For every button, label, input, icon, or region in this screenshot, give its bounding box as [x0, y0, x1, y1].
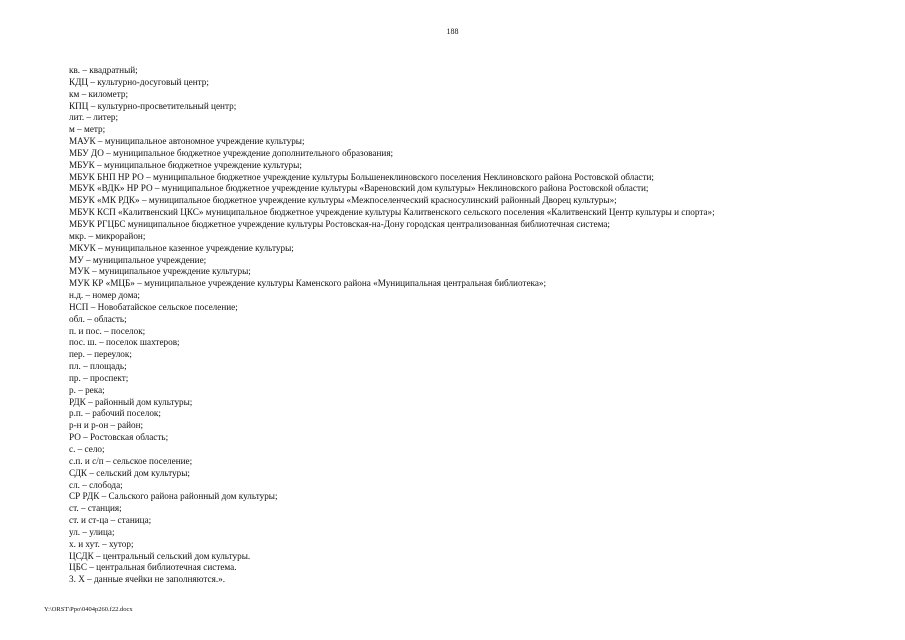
- abbreviation-line: МБУК КСП «Калитвенский ЦКС» муниципальное бюджетное учреждение культуры Калитвенского сельского поселения «Калитвенский Центр культуры и спорта»;: [69, 207, 715, 218]
- abbreviation-line: пер. – переулок;: [69, 349, 132, 360]
- abbreviation-line: сл. – слобода;: [69, 479, 123, 490]
- abbreviation-line: км – километр;: [69, 88, 129, 99]
- abbreviation-line: мкр. – микрорайон;: [69, 230, 146, 241]
- abbreviation-line: МУК – муниципальное учреждение культуры;: [69, 266, 251, 277]
- abbreviation-line: РО – Ростовская область;: [69, 432, 169, 443]
- abbreviation-line: МКУК – муниципальное казенное учреждение культуры;: [69, 242, 294, 253]
- abbreviation-line: 3. Х – данные ячейки не заполняются.».: [69, 574, 226, 585]
- abbreviation-line: МБУК – муниципальное бюджетное учреждение культуры;: [69, 159, 302, 170]
- abbreviation-line: обл. – область;: [69, 313, 127, 324]
- abbreviation-line: СР РДК – Сальского района районный дом культуры;: [69, 491, 278, 502]
- abbreviation-line: ЦБС – центральная библиотечная система.: [69, 562, 237, 573]
- abbreviation-line: пос. ш. – поселок шахтеров;: [69, 337, 180, 348]
- abbreviation-line: МБУК БНП НР РО – муниципальное бюджетное учреждение культуры Большенеклиновского поселения Неклиновского района Ростовской области;: [69, 171, 654, 182]
- abbreviation-line: КДЦ – культурно-досуговый центр;: [69, 76, 209, 87]
- abbreviation-line: ЦСДК – центральный сельский дом культуры.: [69, 550, 251, 561]
- abbreviation-line: МУК КР «МЦБ» – муниципальное учреждение культуры Каменского района «Муниципальная центральная библиотека»;: [69, 278, 547, 289]
- abbreviation-line: пл. – площадь;: [69, 361, 127, 372]
- abbreviation-list: [69, 65, 889, 586]
- footer-file-path: Y:\ORST\Ppo\0404p260.f22.docx: [44, 606, 133, 613]
- abbreviation-line: п. и пос. – поселок;: [69, 325, 146, 336]
- abbreviation-line: МБУК «ВДК» НР РО – муниципальное бюджетное учреждение культуры «Вареновский дом культуры» Неклиновского района Ростовской области;: [69, 183, 649, 194]
- abbreviation-line: КПЦ – культурно-просветительный центр;: [69, 100, 237, 111]
- abbreviation-line: НСП – Новобатайское сельское поселение;: [69, 301, 238, 312]
- abbreviation-line: м – метр;: [69, 124, 106, 135]
- abbreviation-line: ул. – улица;: [69, 526, 115, 537]
- abbreviation-line: ст. и ст-ца – станица;: [69, 515, 152, 526]
- abbreviation-line: СДК – сельский дом культуры;: [69, 467, 190, 478]
- abbreviation-line: р-н и р-он – район;: [69, 420, 144, 431]
- abbreviation-line: кв. – квадратный;: [69, 65, 138, 75]
- abbreviation-line: н.д. – номер дома;: [69, 290, 140, 301]
- abbreviation-line: пр. – проспект;: [69, 372, 129, 383]
- abbreviation-line: х. и хут. – хутор;: [69, 538, 134, 549]
- abbreviation-line: МУ – муниципальное учреждение;: [69, 254, 207, 265]
- abbreviation-line: р.п. – рабочий поселок;: [69, 408, 161, 419]
- abbreviation-line: МБУ ДО – муниципальное бюджетное учреждение дополнительного образования;: [69, 147, 394, 158]
- abbreviation-line: РДК – районный дом культуры;: [69, 396, 193, 407]
- abbreviation-line: с.п. и с/п – сельское поселение;: [69, 455, 193, 466]
- abbreviation-line: МАУК – муниципальное автономное учреждение культуры;: [69, 136, 305, 147]
- abbreviation-line: МБУК «МК РДК» – муниципальное бюджетное учреждение культуры «Межпоселенческий красносулинский районный Дворец культуры»;: [69, 195, 617, 206]
- abbreviation-line: лит. – литер;: [69, 112, 119, 123]
- abbreviation-line: с. – село;: [69, 444, 105, 454]
- abbreviation-line: МБУК РГЦБС муниципальное бюджетное учреждение культуры Ростовская-на-Дону городская централизованная библиотечная система;: [69, 218, 610, 229]
- abbreviation-line: ст. – станция;: [69, 503, 122, 514]
- page-number: 188: [446, 27, 459, 36]
- abbreviation-line: р. – река;: [69, 384, 105, 395]
